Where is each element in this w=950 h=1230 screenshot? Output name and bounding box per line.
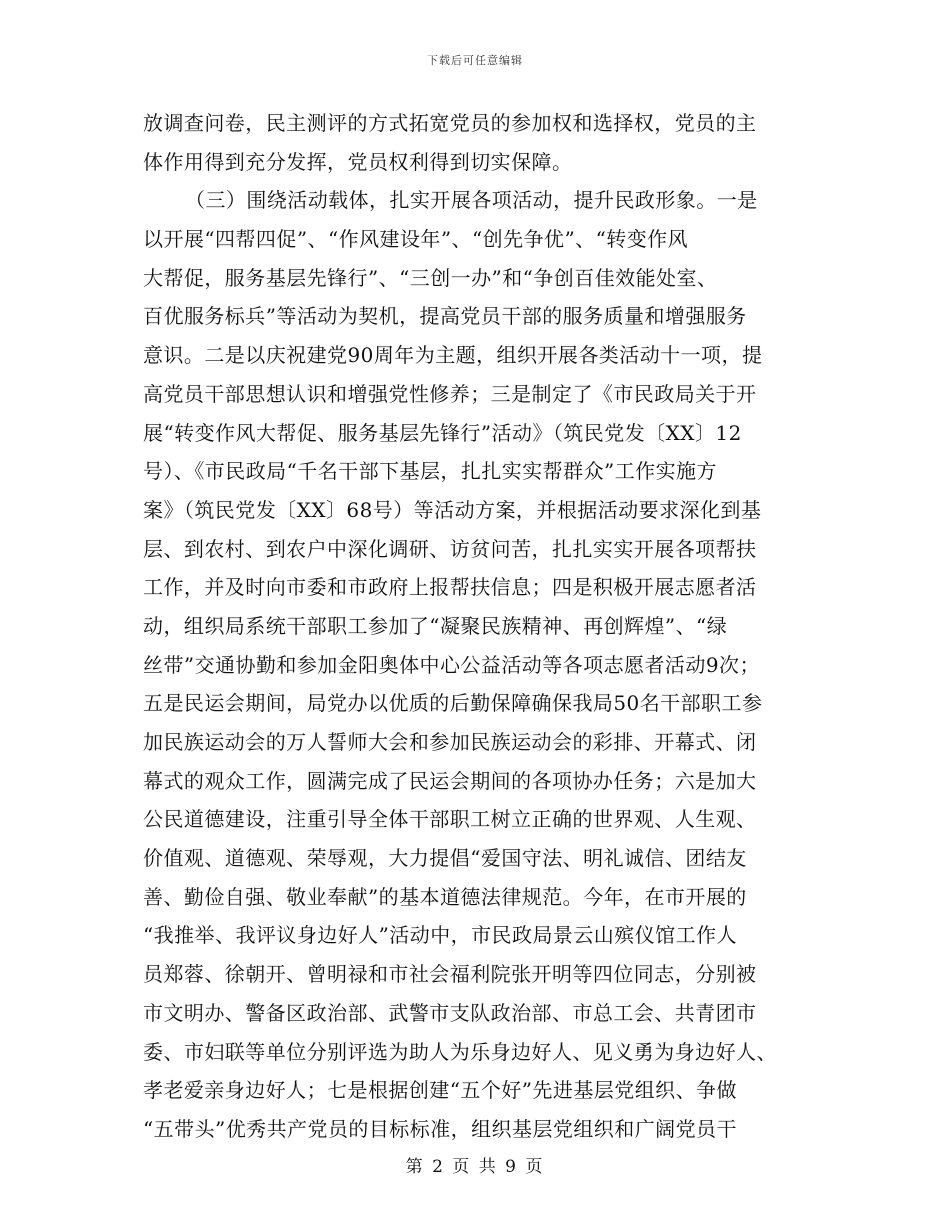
- text-line: 以开展“四帮四促”、“作风建设年”、“创先争优”、“转变作风: [143, 227, 689, 252]
- page-number-footer: 第 2 页 共 9 页: [405, 1157, 545, 1177]
- text-line: 幕式的观众工作，圆满完成了民运会期间的各项协办任务；六是加大: [143, 768, 757, 793]
- text-line: 动，组织局系统干部职工参加了“凝聚民族精神、再创辉煌”、“绿: [143, 613, 728, 638]
- text-line: 号）、《市民政局“千名干部下基层，扎扎实实帮群众”工作实施方: [143, 459, 717, 484]
- text-line: 放调查问卷，民主测评的方式拓宽党员的参加权和选择权，党员的主: [143, 111, 757, 135]
- text-line: 意识。二是以庆祝建党90周年为主题，组织开展各类活动十一项，提: [143, 343, 763, 368]
- document-body: [143, 104, 805, 1149]
- text-line: 高党员干部思想认识和增强党性修养；三是制定了《市民政局关于开: [143, 381, 757, 406]
- page-header-note: 下载后可任意编辑: [427, 54, 523, 67]
- text-line: 丝带”交通协勤和参加金阳奥体中心公益活动等各项志愿者活动9次；: [143, 652, 760, 677]
- text-line: 市文明办、警备区政治部、武警市支队政治部、市总工会、共青团市: [143, 1000, 757, 1025]
- text-line: 委、市妇联等单位分别评选为助人为乐身边好人、见义勇为身边好人、: [143, 1039, 777, 1064]
- text-line: 加民族运动会的万人誓师大会和参加民族运动会的彩排、开幕式、闭: [143, 730, 757, 754]
- text-line: 层、到农村、到农户中深化调研、访贫问苦，扎扎实实开展各项帮扶: [143, 536, 757, 561]
- text-line: 五是民运会期间，局党办以优质的后勤保障确保我局50名干部职工参: [143, 691, 763, 716]
- text-line: 善、勤俭自强、敬业奉献”的基本道德法律规范。今年，在市开展的: [143, 884, 747, 909]
- text-line: “我推举、我评议身边好人”活动中，市民政局景云山殡仪馆工作人: [143, 923, 737, 948]
- text-line: 孝老爱亲身边好人；七是根据创建“五个好”先进基层党组织、争做: [143, 1078, 737, 1103]
- paragraph-start-line: （三）围绕活动载体，扎实开展各项活动，提升民政形象。一是: [185, 188, 758, 213]
- text-line: 案》（筑民党发〔XX〕68号）等活动方案，并根据活动要求深化到基: [143, 497, 762, 522]
- text-line: 展“转变作风大帮促、服务基层先锋行”活动》（筑民党发〔XX〕12: [143, 420, 742, 445]
- text-line: 公民道德建设，注重引导全体干部职工树立正确的世界观、人生观、: [143, 807, 757, 832]
- text-line: 百优服务标兵”等活动为契机，提高党员干部的服务质量和增强服务: [143, 304, 747, 329]
- text-line: 价值观、道德观、荣辱观，大力提倡“爱国守法、明礼诚信、团结友: [143, 846, 747, 871]
- text-line: 大帮促，服务基层先锋行”、“三创一办”和“争创百佳效能处室、: [143, 265, 718, 290]
- text-line: 员郑蓉、徐朝开、曾明禄和市社会福利院张开明等四位同志，分别被: [143, 962, 757, 987]
- text-line: 体作用得到充分发挥，党员权利得到切实保障。: [143, 149, 573, 174]
- text-line: “五带头”优秀共产党员的目标标准，组织基层党组织和广阔党员干: [143, 1116, 737, 1141]
- text-line: 工作，并及时向市委和市政府上报帮扶信息；四是积极开展志愿者活: [143, 575, 757, 600]
